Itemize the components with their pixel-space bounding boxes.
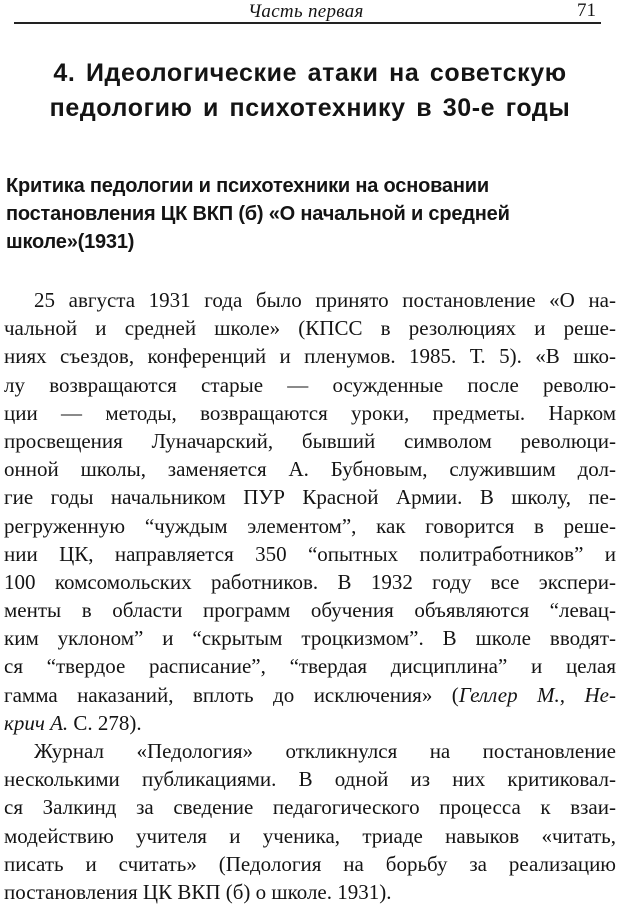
- text-line: Журнал «Педология» откликнулся на постановление: [34, 739, 616, 763]
- paragraph: [4, 737, 616, 906]
- body-text: [4, 286, 616, 906]
- running-header: [8, 0, 612, 24]
- text-line: модействию учителя и ученика, триаде навыков «читать,: [4, 823, 616, 848]
- text-line: гамма наказаний, вплоть до исключения» (Геллер М., Не-: [4, 682, 616, 707]
- text-line: ся Залкинд за сведение педагогического процесса к взаи-: [4, 795, 616, 820]
- section-title-line: постановления ЦК ВКП (б) «О начальной и средней: [6, 203, 510, 225]
- section-title-line: школе»(1931): [6, 231, 135, 253]
- text-line: писать и считать» (Педология на борьбу за реализацию: [4, 851, 616, 876]
- text-line: лу возвращаются старые — осужденные после револю-: [4, 372, 616, 397]
- text-line: ся “твердое расписание”, “твердая дисциплина” и целая: [4, 654, 616, 679]
- text-line: менты в области программ обучения объявляются “левац-: [4, 598, 616, 623]
- text-line: ниях съездов, конференций и пленумов. 1985. Т. 5). «В шко-: [4, 344, 616, 369]
- author-reference: крич А.: [4, 710, 69, 735]
- text-line: нии ЦК, направляется 350 “опытных политработников” и: [4, 541, 616, 566]
- text-line: ции — методы, возвращаются уроки, предметы. Нарком: [4, 400, 616, 425]
- chapter-title: [20, 56, 600, 126]
- text-line: онной школы, заменяется А. Бубновым, служившим дол-: [4, 457, 616, 482]
- section-title-line: Критика педологии и психотехники на основании: [6, 175, 489, 197]
- text-line: ким уклоном” и “скрытым троцкизмом”. В школе вводят-: [4, 626, 616, 651]
- text-line: регруженную “чуждым элементом”, как говорится в реше-: [4, 513, 616, 538]
- text-line: крич А. С. 278).: [4, 710, 142, 735]
- chapter-title-line: 4. Идеологические атаки на советскую: [53, 59, 567, 87]
- text-line: 100 комсомольских работников. В 1932 году все экспери-: [4, 569, 616, 594]
- text-line: гие годы начальником ПУР Красной Армии. В школу, пе-: [4, 485, 616, 510]
- part-title: Часть первая: [248, 1, 364, 22]
- paragraph: [4, 286, 616, 737]
- text-line: постановления ЦК ВКП (б) о школе. 1931).: [4, 879, 392, 904]
- header-rule: [14, 22, 601, 24]
- text-line: несколькими публикациями. В одной из них критиковал-: [4, 767, 616, 792]
- author-reference: Геллер М., Не-: [458, 682, 616, 707]
- text-line: просвещения Луначарский, бывший символом революци-: [4, 428, 616, 453]
- chapter-title-line: педологию и психотехнику в 30-е годы: [49, 94, 571, 122]
- page-number: 71: [577, 0, 596, 21]
- text-line: чальной и средней школе» (КПСС в резолюциях и реше-: [4, 316, 616, 341]
- text-line: 25 августа 1931 года было принято постановление «О на-: [34, 288, 616, 312]
- section-title: [6, 172, 606, 256]
